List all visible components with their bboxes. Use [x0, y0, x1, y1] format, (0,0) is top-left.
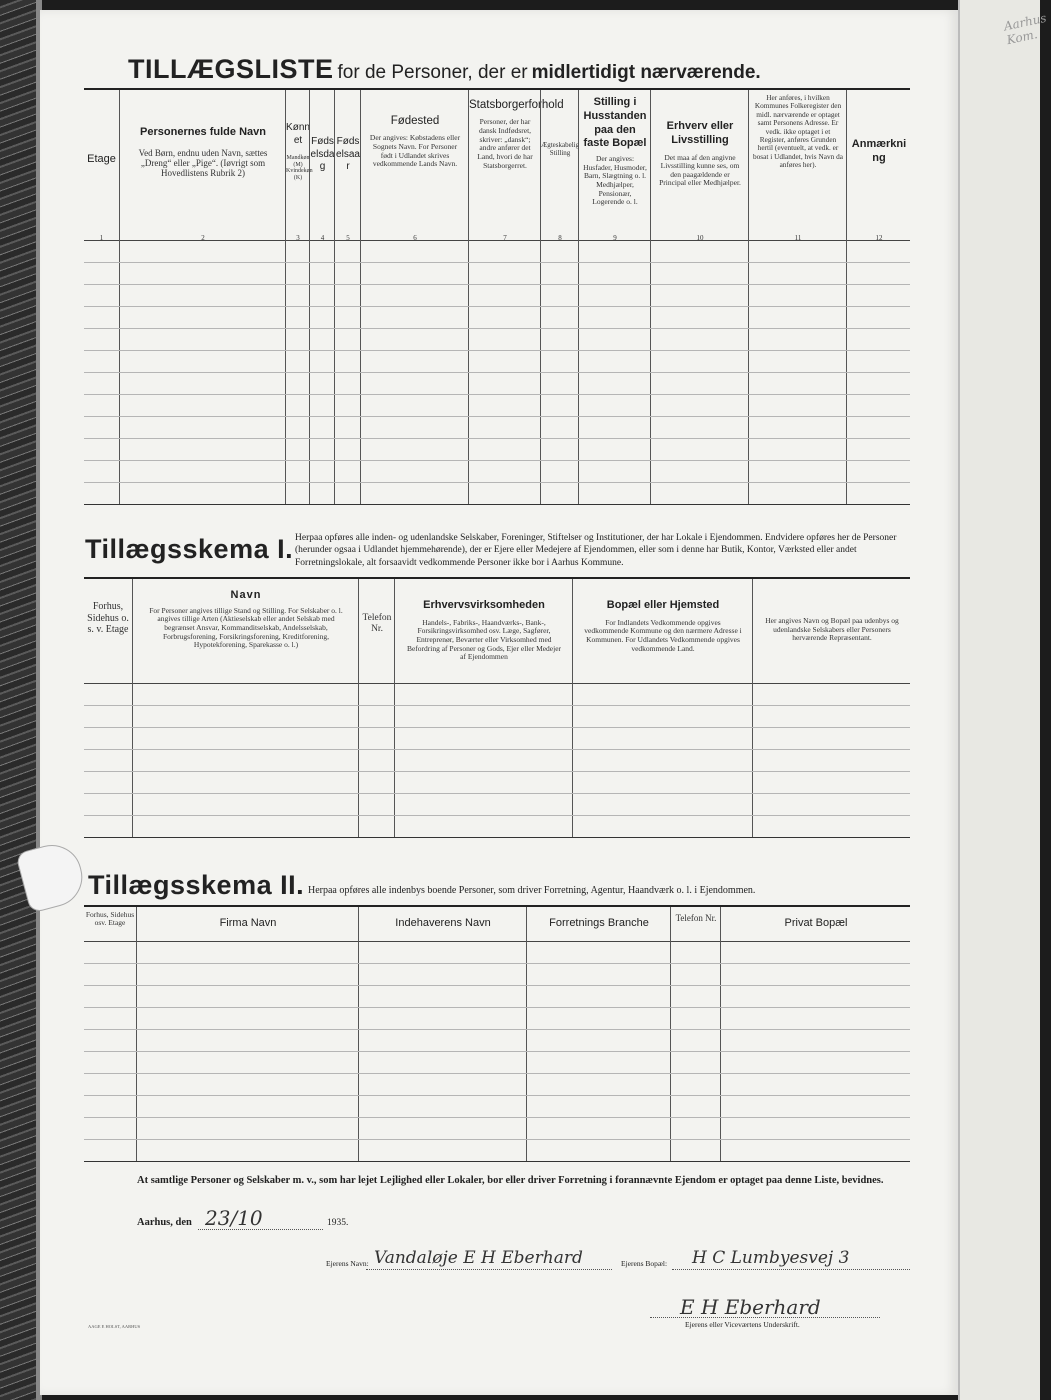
col-header-navn: Personernes fulde Navn Ved Børn, endnu uden Navn, sættes „Dreng“ eller „Pige“. (Iøvrigt som Hovedlistens Rubrik 2) 2: [119, 90, 286, 240]
list-body-table: [84, 240, 910, 505]
s2-col-branche: Forretnings Branche: [526, 907, 671, 941]
footer-statement: At samtlige Personer og Selskaber m. v., som har lejet Lejlighed eller Lokaler, bor eller driver Forretning i forannævnte Ejendom er optaget paa denne Liste, bevidnes.: [137, 1175, 884, 1186]
skema2-intro: Herpaa opføres alle indenbys boende Personer, som driver Forretning, Agentur, Haandværk o. l. i Ejendommen.: [308, 885, 756, 896]
owner-label: Ejerens Navn:: [326, 1259, 369, 1268]
s2-col-bopael: Privat Bopæl: [720, 907, 911, 941]
table-row[interactable]: [84, 482, 910, 504]
col-header-folkeregister: Her anføres, i hvilken Kommunes Folkeregister den midl. nærværende er optaget samt Personens Adresse. Er vedk. ikke optaget i et Register, anføres Grunden hertil (eventuelt, at vedk. er bosat i Udlandet, hvis Navn da anføres her). 11: [748, 90, 847, 240]
table-row[interactable]: [84, 683, 910, 705]
skema1-body-table: [84, 683, 910, 838]
table-row[interactable]: [84, 815, 910, 837]
table-row[interactable]: [84, 372, 910, 394]
table-row[interactable]: [84, 1117, 910, 1139]
s1-col-repraesentant: Her angives Navn og Bopæl paa udenbys og udenlandske Selskabers eller Personers herværende Repræsentant.: [752, 579, 911, 683]
col-header-etage: Etage 1: [87, 153, 116, 242]
book-binding: [0, 0, 40, 1400]
col-header-koennet: Kønnet Mandkøn (M) Kvindekøn (K) 3: [285, 90, 310, 240]
table-row[interactable]: [84, 262, 910, 284]
s2-col-etage: Forhus, Sidehus osv. Etage: [85, 910, 135, 928]
table-row[interactable]: [84, 1139, 910, 1161]
table-row[interactable]: [84, 941, 910, 963]
adjacent-page-note: Aarhus Kom.: [1002, 10, 1048, 48]
date-handwritten[interactable]: 23/10: [205, 1206, 263, 1230]
s2-col-firma: Firma Navn: [136, 907, 359, 941]
owner-name-handwritten[interactable]: Vandaløje E H Eberhard: [374, 1248, 583, 1268]
col-header-foedested: Fødested Der angives: Købstadens eller Sognets Navn. For Personer født i Udlandet skrives vedkommende Lands Navn. 6: [360, 90, 469, 240]
col-header-statsborger: Statsborgerforhold Personer, der har dansk Indfødsret, skriver: „dansk“; andre anfører det Land, hvori de har Statsborgerret. 7: [468, 90, 541, 240]
list-header: [84, 90, 910, 241]
table-row[interactable]: [84, 1051, 910, 1073]
list-title-main: TILLÆGSLISTE: [128, 54, 334, 84]
table-row[interactable]: [84, 1029, 910, 1051]
table-row[interactable]: [84, 350, 910, 372]
table-row[interactable]: [84, 705, 910, 727]
skema1-intro: Herpaa opføres alle inden- og udenlandske Selskaber, Foreninger, Stiftelser og Institutioner, der har Lokale i Ejendommen. Endvidere opføres her de Personer (herunder ogsaa i Udlandet hjemmehørende), der er Ejere eller Medejere af Ejendommen, eller som i denne har Butik, Kontor, Værksted eller andet Forretningslokale, alt forsaavidt vedkommende Personer ikke bor i Aarhus Kommune.: [295, 533, 897, 568]
col-header-anmaerkning: Anmærkning 12: [846, 90, 911, 240]
footer-place: Aarhus, den: [137, 1217, 192, 1228]
skema1-header: [84, 579, 910, 684]
s1-col-telefon: Telefon Nr.: [358, 579, 395, 683]
list-title-rest: for de Personer, der er: [337, 62, 528, 83]
address-handwritten[interactable]: H C Lumbyesvej 3: [692, 1248, 850, 1268]
col-header-erhverv: Erhverv eller Livsstilling Det maa af den angivne Livsstilling kunne ses, om den paagældende er Principal eller Medhjælper. 10: [650, 90, 749, 240]
skema1-title: Tillægsskema I.: [85, 534, 294, 564]
signature-line: [650, 1317, 880, 1318]
table-row[interactable]: [84, 284, 910, 306]
owner-line: [366, 1269, 612, 1270]
s2-col-telefon: Telefon Nr.: [670, 907, 721, 941]
table-row[interactable]: [84, 328, 910, 350]
table-row[interactable]: [84, 793, 910, 815]
table-row[interactable]: [84, 771, 910, 793]
s1-col-navn: Navn For Personer angives tillige Stand og Stilling. For Selskaber o. l. angives tillige Arten (Aktieselskab eller andet Selskab med begrænset Ansvar, Kommanditselskab, Andelsselskab, Forbrugsforening, Forsikringsforening, Kreditforening, Hypotekforening, Sparekasse o. l.): [132, 579, 359, 683]
skema2-title: Tillægsskema II.: [88, 870, 305, 900]
table-row[interactable]: [84, 727, 910, 749]
table-row[interactable]: [84, 438, 910, 460]
col-header-foedselsaar: Fødselsaar 5: [334, 90, 361, 240]
table-row[interactable]: [84, 460, 910, 482]
address-line: [672, 1269, 910, 1270]
table-row[interactable]: [84, 963, 910, 985]
list-title-bold: midlertidigt nærværende.: [531, 62, 761, 83]
col-header-aegteskab: Ægteskabelig Stilling 8: [540, 90, 579, 240]
table-row[interactable]: [84, 394, 910, 416]
signature-label: Ejerens eller Viceværtens Underskrift.: [685, 1320, 800, 1329]
col-header-stilling: Stilling i Husstanden paa den faste Bopæl Der angives: Husfader, Husmoder, Barn, Slægtning o. l. Medhjælper, Pensionær, Logerende o. l. 9: [578, 90, 651, 240]
footer-year: 1935.: [327, 1218, 349, 1228]
table-row[interactable]: [84, 749, 910, 771]
s1-col-etage: Forhus, Sidehus o. s. v. Etage: [87, 601, 129, 635]
table-row[interactable]: [84, 1007, 910, 1029]
table-row[interactable]: [84, 1095, 910, 1117]
skema2-body-table: [84, 941, 910, 1162]
signature-handwritten[interactable]: E H Eberhard: [680, 1295, 821, 1319]
skema2-header: [84, 907, 910, 942]
s1-col-erhverv: Erhvervsvirksomheden Handels-, Fabriks-, Haandværks-, Bank-, Forsikringsvirksomhed osv. Læge, Sagfører, Entreprenør, Beværter eller Virksomhed med Befordring af Personer og Gods, Ejer eller Medejer af Ejendommen: [394, 579, 573, 683]
s2-col-indehaver: Indehaverens Navn: [358, 907, 527, 941]
table-row[interactable]: [84, 985, 910, 1007]
adjacent-page: [958, 0, 1040, 1400]
address-label: Ejerens Bopæl:: [621, 1259, 668, 1268]
col-header-foedselsdag: Fødselsdag 4: [309, 90, 335, 240]
table-row[interactable]: [84, 1073, 910, 1095]
s1-col-bopael: Bopæl eller Hjemsted For Indlandets Vedkommende opgives vedkommende Kommune og den nærmere Adresse i Kommunen. For Udlandets Vedkommende opgives vedkommende Land.: [572, 579, 753, 683]
list-title: [128, 54, 761, 85]
table-row[interactable]: [84, 240, 910, 262]
table-row[interactable]: [84, 416, 910, 438]
form-page: [40, 10, 958, 1395]
table-row[interactable]: [84, 306, 910, 328]
printer-imprint: AAGE E HOLST, AARHUS: [88, 1324, 141, 1329]
